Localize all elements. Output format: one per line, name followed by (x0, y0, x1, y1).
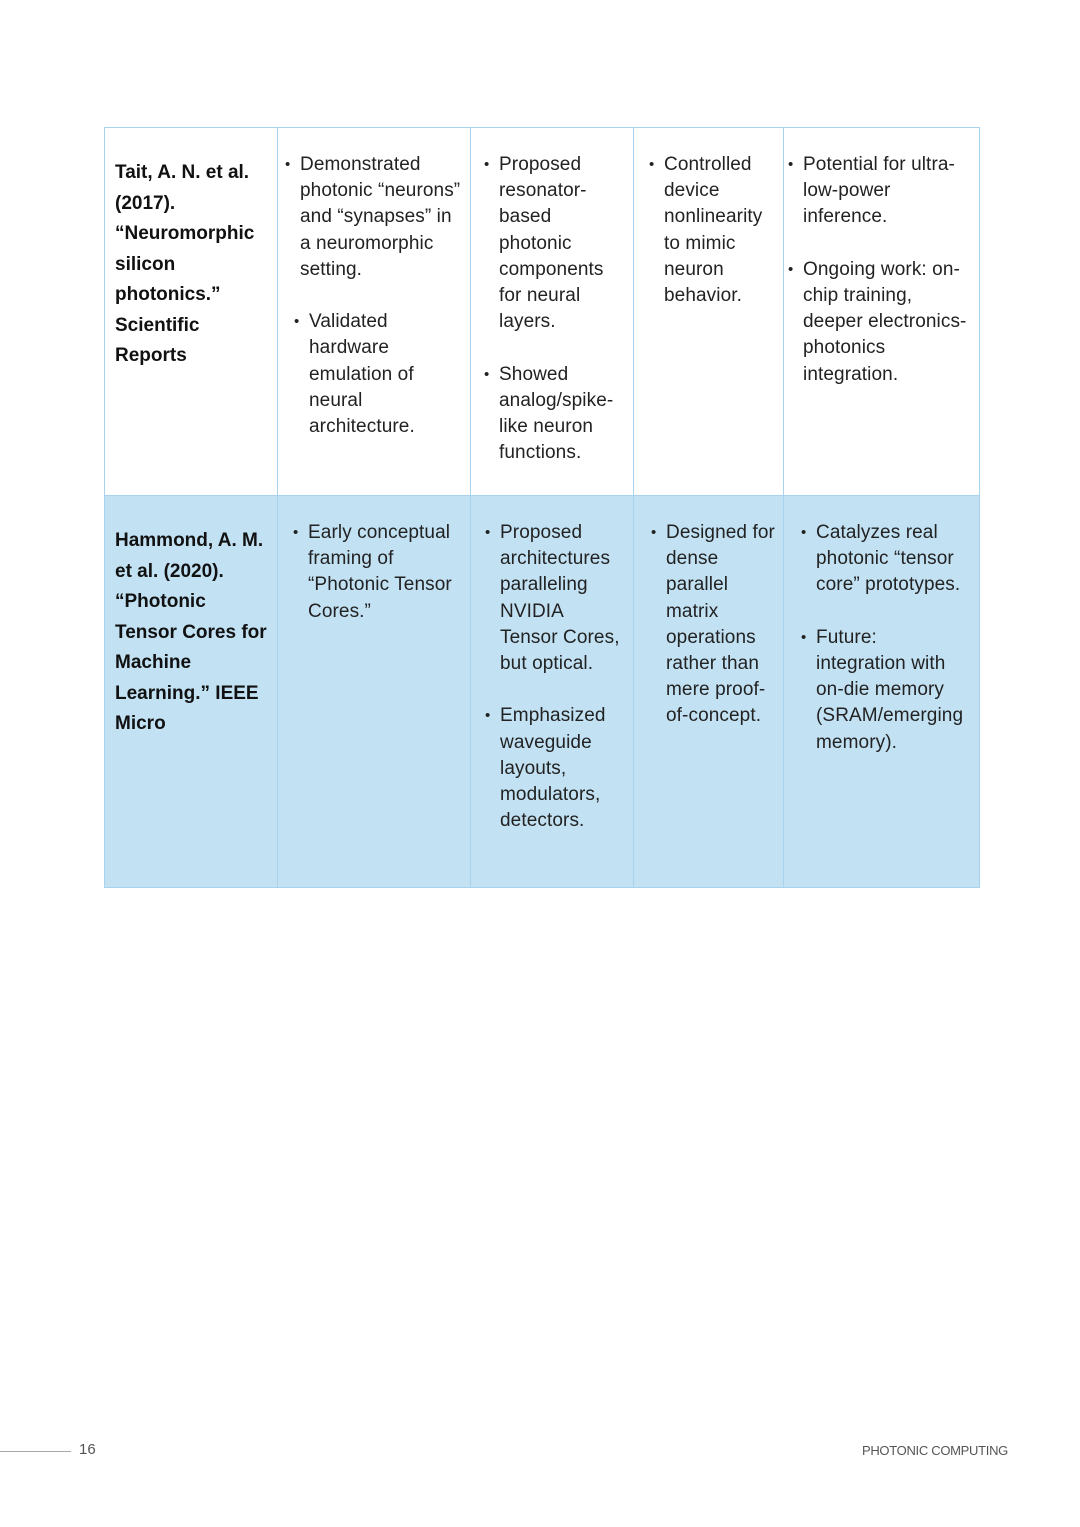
cell-col2 (471, 496, 634, 888)
page-number: 16 (79, 1441, 96, 1458)
bullet-point: • Emphasized waveguide layouts, modulators, detectors. (500, 703, 625, 834)
bullet-point: • Early conceptual framing of “Photonic Tensor Cores.” (308, 520, 462, 625)
bullet-point: • Designed for dense parallel matrix operations rather than mere proof-of-concept. (666, 520, 775, 730)
comparison-table (104, 127, 980, 888)
cell-col3 (634, 496, 784, 888)
bullet-point: • Validated hardware emulation of neural architecture. (309, 309, 462, 440)
cell-col4 (784, 496, 980, 888)
bullet-point: • Demonstrated photonic “neurons” and “synapses” in a neuromorphic setting. (300, 152, 462, 283)
cell-col2 (471, 128, 634, 496)
cell-col1 (278, 128, 471, 496)
reference-cell (105, 128, 278, 496)
cell-col3 (634, 128, 784, 496)
running-title: PHOTONIC COMPUTING (861, 1443, 1008, 1458)
bullet-point: • Future: integration with on-die memory (SRAM/emerging memory). (816, 625, 971, 756)
reference-text: Tait, A. N. et al. (2017). “Neuromorphic silicon photonics.” Scientific Reports (115, 162, 255, 366)
cell-col1 (278, 496, 471, 888)
bullet-point: • Showed analog/spike-like neuron functions. (499, 362, 625, 467)
bullet-point: • Potential for ultra-low-power inference. (803, 152, 971, 231)
bullet-point: • Proposed resonator-based photonic components for neural layers. (499, 152, 625, 335)
reference-cell (105, 496, 278, 888)
table-row (105, 128, 980, 496)
bullet-point: • Proposed architectures paralleling NVIDIA Tensor Cores, but optical. (500, 520, 625, 677)
reference-text: Hammond, A. M. et al. (2020). “Photonic Tensor Cores for Machine Learning.” IEEE Micro (115, 530, 267, 734)
footer-divider (0, 1451, 71, 1452)
bullet-point: • Controlled device nonlinearity to mimic neuron behavior. (664, 152, 775, 309)
cell-col4 (784, 128, 980, 496)
bullet-point: • Ongoing work: on-chip training, deeper electronics-photonics integration. (803, 257, 971, 388)
table-row (105, 496, 980, 888)
bullet-point: • Catalyzes real photonic “tensor core” prototypes. (816, 520, 971, 599)
